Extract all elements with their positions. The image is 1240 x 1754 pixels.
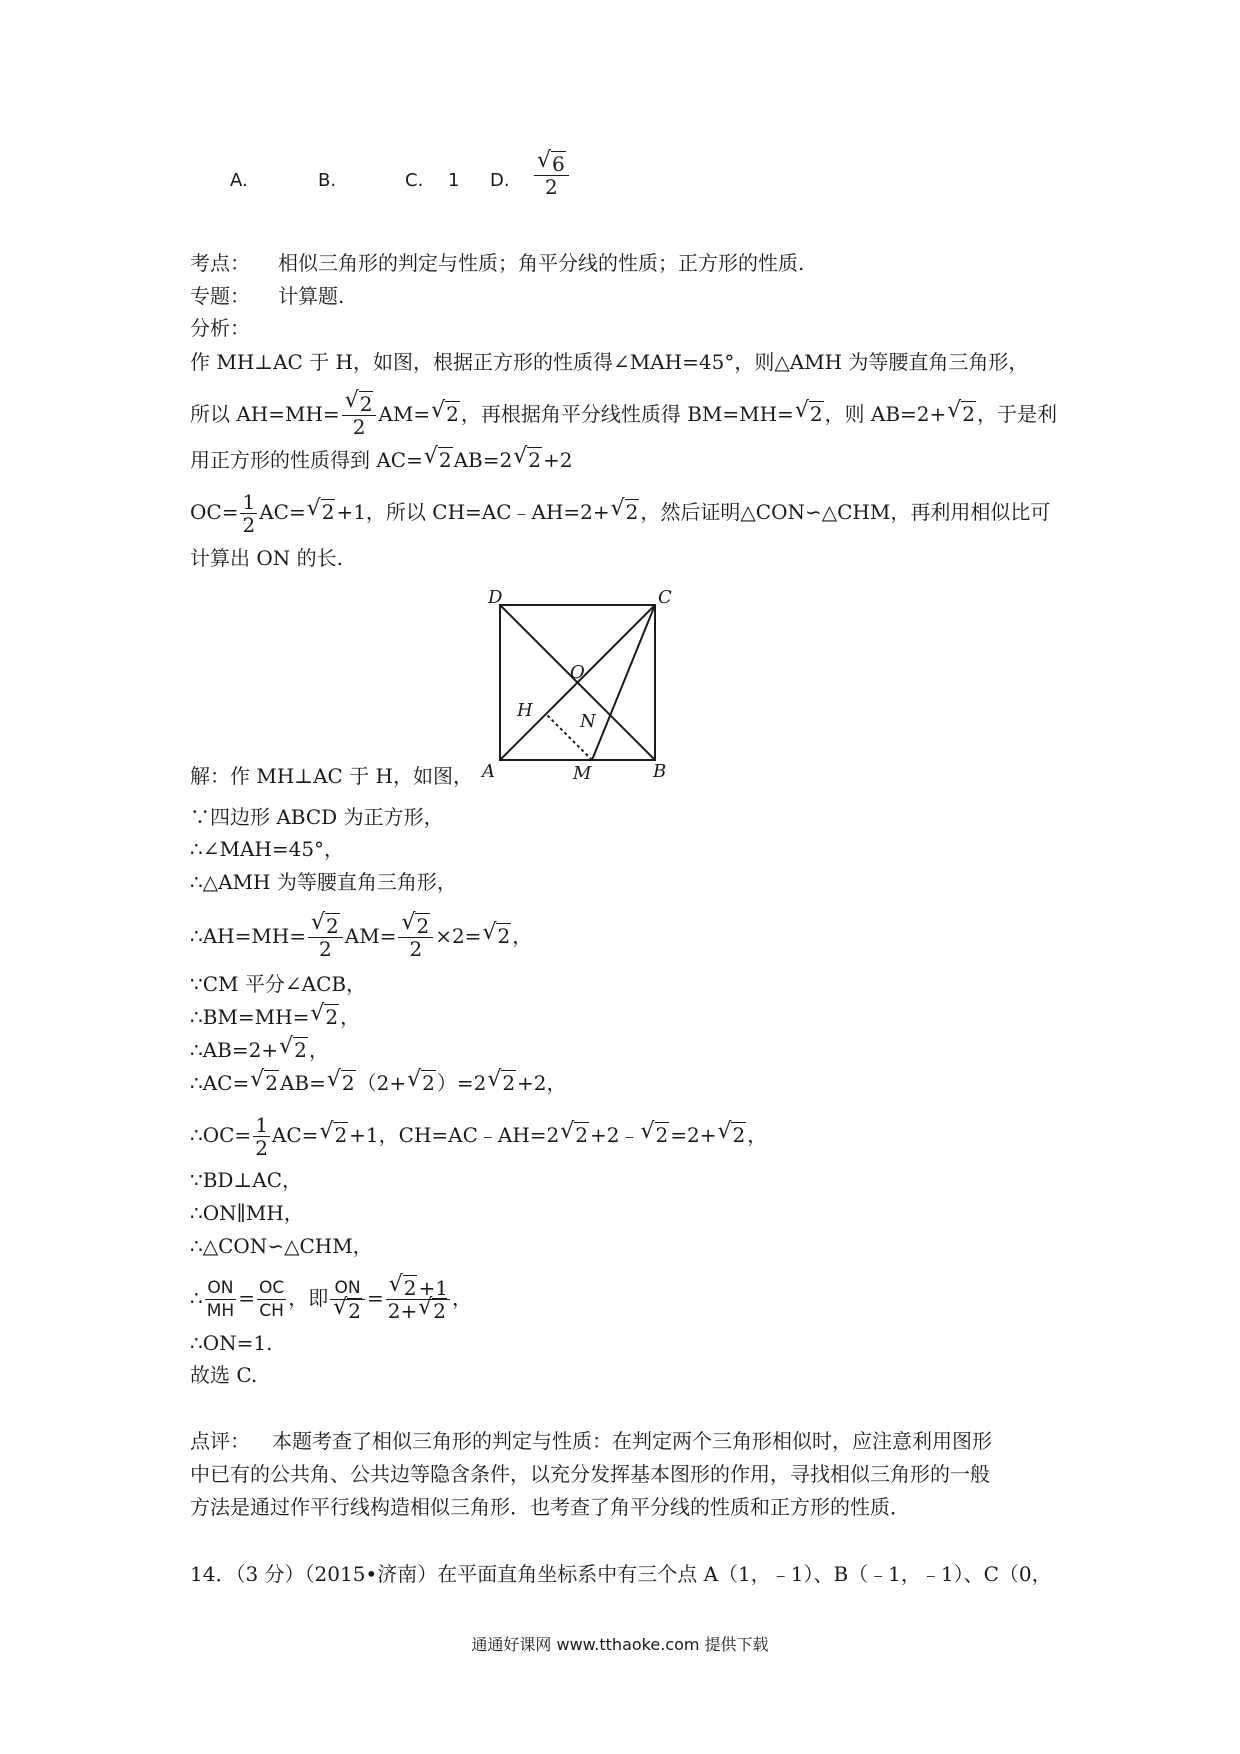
label-a: A [482, 761, 495, 782]
square-figure [470, 585, 690, 785]
dianping-line-3: 方法是通过作平行线构造相似三角形．也考查了角平分线的性质和正方形的性质． [190, 1495, 910, 1519]
solution-line-1: ∵四边形 ABCD 为正方形， [190, 805, 444, 829]
solution-line-4: ∴AH=MH= √ $\frac{2}{2}$ AM= √ $\frac{2}{2}$ ×2=√ 2 ， [190, 915, 532, 960]
solution-line-8: ∴AC=√ 2 AB=√ 2 （2+√ 2 ）=2√ 2 +2， [190, 1070, 567, 1096]
fenxi-line-4: OC= $\frac{1}{2}$ AC=√ 2 +1，所以 CH=AC﹣AH=2+√ 2 ，然后证明△CON∽△CHM，再利用相似比可 [190, 491, 1050, 536]
solution-line-13: ∴ $\frac{ON}{MH}$ = $\frac{OC}{CH}$ ，即 ON √ 2 = √ $\frac{2 +1}{2+√ 2}$ ， [190, 1277, 472, 1322]
dianping-line-2: 中已有的公共角、公共边等隐含条件，以充分发挥基本图形的作用，寻找相似三角形的一般 [190, 1462, 990, 1486]
solution-line-15: 故选 C. [190, 1363, 258, 1387]
label-n: N [580, 711, 596, 732]
label-b: B [653, 761, 667, 782]
label-h: H [517, 700, 533, 721]
option-d: D. [490, 170, 510, 191]
fenxi-line-2: 所以 AH=MH= √ $\frac{2}{2}$ AM=√ 2 ，再根据角平分线性质得 BM=MH=√ 2 ，则 AB=2+√ 2 ，于是利 [190, 393, 1057, 438]
footer-credit: 通通好课网 www.tthaoke.com 提供下载 [471, 1635, 769, 1654]
solution-line-11: ∴ON∥MH， [190, 1201, 304, 1225]
solution-line-6: ∴BM=MH=√ 2 ， [190, 1004, 360, 1030]
solution-line-14: ∴ON=1. [190, 1331, 273, 1355]
fenxi-label: 分析： [190, 316, 250, 340]
label-m: M [573, 763, 592, 784]
label-c: C [658, 587, 672, 608]
solution-line-12: ∴△CON∽△CHM， [190, 1234, 373, 1258]
segment-cm [592, 605, 655, 760]
solution-line-2: ∴∠MAH=45°， [190, 837, 345, 861]
fenxi-line-3: 用正方形的性质得到 AC=√ 2 AB=2√ 2 +2 [190, 447, 572, 473]
solution-line-3: ∴△AMH 为等腰直角三角形， [190, 870, 457, 894]
fenxi-line-5: 计算出 ON 的长. [190, 546, 343, 570]
option-a: A. [230, 170, 248, 191]
zhuanti-line: 专题： 计算题. [190, 284, 345, 308]
option-c: C. [405, 170, 424, 191]
solution-line-7: ∴AB=2+√ 2 ， [190, 1037, 329, 1063]
solution-line-9: ∴OC= $\frac{1}{2}$ AC=√ 2 +1，CH=AC﹣AH=2√ 2 +2﹣√ 2 =2+√ 2 ， [190, 1114, 767, 1159]
solution-line-0: 解：作 MH⊥AC 于 H，如图， [190, 764, 473, 788]
option-c-value: 1 [448, 170, 460, 191]
solution-line-5: ∵CM 平分∠ACB， [190, 972, 367, 996]
question-14: 14．（3 分）（2015•济南）在平面直角坐标系中有三个点 A（1，﹣1）、B（﹣1，﹣1）、C（0， [190, 1562, 1052, 1586]
label-o: O [570, 662, 585, 683]
label-d: D [488, 587, 503, 608]
fenxi-line-1: 作 MH⊥AC 于 H，如图，根据正方形的性质得∠MAH=45°，则△AMH 为等腰直角三角形， [190, 350, 1029, 374]
solution-line-10: ∵BD⊥AC， [190, 1168, 303, 1192]
option-b: B. [318, 170, 337, 191]
dianping-line-1: 点评： 本题考查了相似三角形的判定与性质：在判定两个三角形相似时，应注意利用图形 [190, 1429, 992, 1453]
option-d-fraction: √ $\frac{6}{2}$ [532, 153, 571, 198]
kaodian-line: 考点： 相似三角形的判定与性质；角平分线的性质；正方形的性质. [190, 251, 805, 275]
